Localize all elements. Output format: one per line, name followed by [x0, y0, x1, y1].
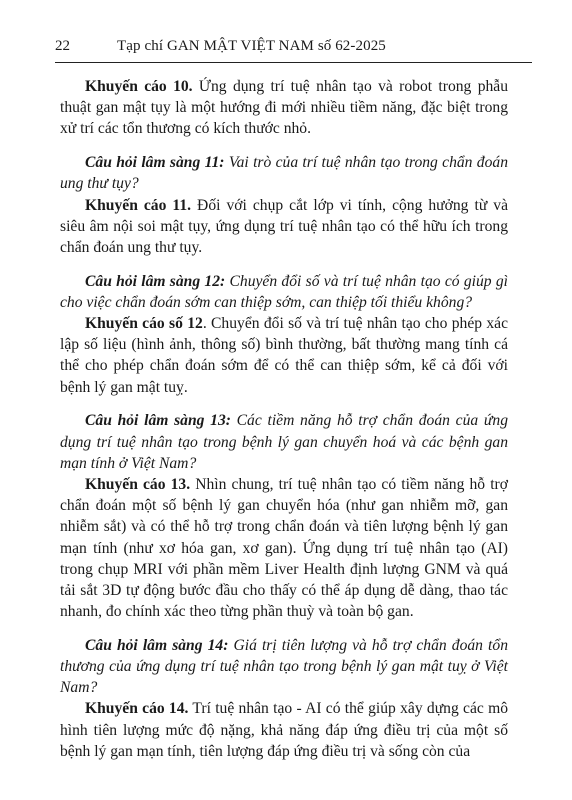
question-text: Vai trò của trí tuệ nhân tạo trong chẩn đoán ung thư tụy?	[60, 154, 508, 193]
clinical-question-13	[60, 410, 508, 474]
recommendation-text: . Chuyển đổi số và trí tuệ nhân tạo cho phép xác lập số liệu (hình ảnh, thông số) bình thường, bất thường mang tính cá thể cho phép chẩn đoán sớm để có thể can thiệp sớm, kể cả đối với bệnh lý gan mật tuỵ.	[60, 315, 508, 396]
clinical-question-13-block	[60, 410, 508, 622]
page-number: 22	[55, 38, 70, 54]
question-label: Câu hỏi lâm sàng 13:	[85, 412, 231, 430]
journal-title: Tạp chí GAN MẬT VIỆT NAM số 62-2025	[117, 38, 386, 54]
recommendation-text: Nhìn chung, trí tuệ nhân tạo có tiềm năng hỗ trợ chẩn đoán một số bệnh lý gan chuyển hóa (như gan nhiễm mỡ, gan nhiễm sắt) và có thể hỗ trợ trong chẩn đoán và tiên lượng bệnh lý gan mạn tính (như xơ hóa gan, xơ gan). Ứng dụng trí tuệ nhân tạo (AI) trong chụp MRI với phần mềm Liver Health định lượng GNM và quá tải sắt 3D tự động bước đầu cho thấy có thể áp dụng dễ dàng, thao tác nhanh, đo chính xác theo từng phần thuỳ và toàn bộ gan.	[60, 475, 508, 621]
recommendation-12	[60, 313, 508, 398]
question-text: Chuyển đổi số và trí tuệ nhân tạo có giúp gì cho việc chẩn đoán sớm can thiệp sớm, can thiệp tối thiểu không?	[60, 272, 508, 311]
question-label: Câu hỏi lâm sàng 11:	[85, 154, 225, 172]
recommendation-10	[60, 76, 508, 140]
clinical-question-11	[60, 152, 508, 194]
recommendation-14	[60, 698, 508, 762]
clinical-question-11-block	[60, 152, 508, 258]
recommendation-11	[60, 195, 508, 259]
question-text: Giá trị tiên lượng và hỗ trợ chẩn đoán tổn thương của ứng dụng trí tuệ nhân tạo trong bệnh lý gan mật tuỵ ở Việt Nam?	[60, 636, 508, 697]
recommendation-label: Khuyến cáo 11.	[85, 196, 192, 214]
clinical-question-12-block	[60, 271, 508, 398]
recommendation-10-block	[60, 76, 508, 140]
body-text	[60, 76, 508, 775]
header-divider	[55, 62, 532, 63]
recommendation-text: Trí tuệ nhân tạo - AI có thể giúp xây dựng các mô hình tiên lượng mức độ nặng, khả năng đáp ứng điều trị của một số bệnh lý gan mạn tính, tiên lượng đáp ứng điều trị và sống còn của	[60, 700, 509, 760]
question-label: Câu hỏi lâm sàng 12:	[85, 272, 226, 290]
recommendation-label: Khuyến cáo số 12	[85, 315, 203, 333]
recommendation-label: Khuyến cáo 14.	[85, 700, 189, 718]
page-header	[55, 38, 532, 60]
recommendation-label: Khuyến cáo 13.	[85, 475, 191, 493]
recommendation-13	[60, 474, 508, 622]
clinical-question-14-block	[60, 635, 508, 762]
clinical-question-12	[60, 271, 508, 313]
recommendation-label: Khuyến cáo 10.	[85, 78, 193, 95]
question-text: Các tiềm năng hỗ trợ chẩn đoán của ứng dụng trí tuệ nhân tạo trong bệnh lý gan chuyển hoá và các bệnh gan mạn tính ở Việt Nam?	[60, 412, 508, 472]
question-label: Câu hỏi lâm sàng 14:	[85, 636, 229, 654]
clinical-question-14	[60, 635, 508, 699]
recommendation-text: Ứng dụng trí tuệ nhân tạo và robot trong phẫu thuật gan mật tụy là một hướng đi mới nhiều tiềm năng, đặc biệt trong xử trí các tổn thương có kích thước nhỏ.	[60, 78, 508, 138]
recommendation-text: Đối với chụp cắt lớp vi tính, cộng hưởng từ và siêu âm nội soi mật tụy, ứng dụng trí tuệ nhân tạo có thể hữu ích trong chẩn đoán ung thư tụy.	[60, 196, 509, 256]
